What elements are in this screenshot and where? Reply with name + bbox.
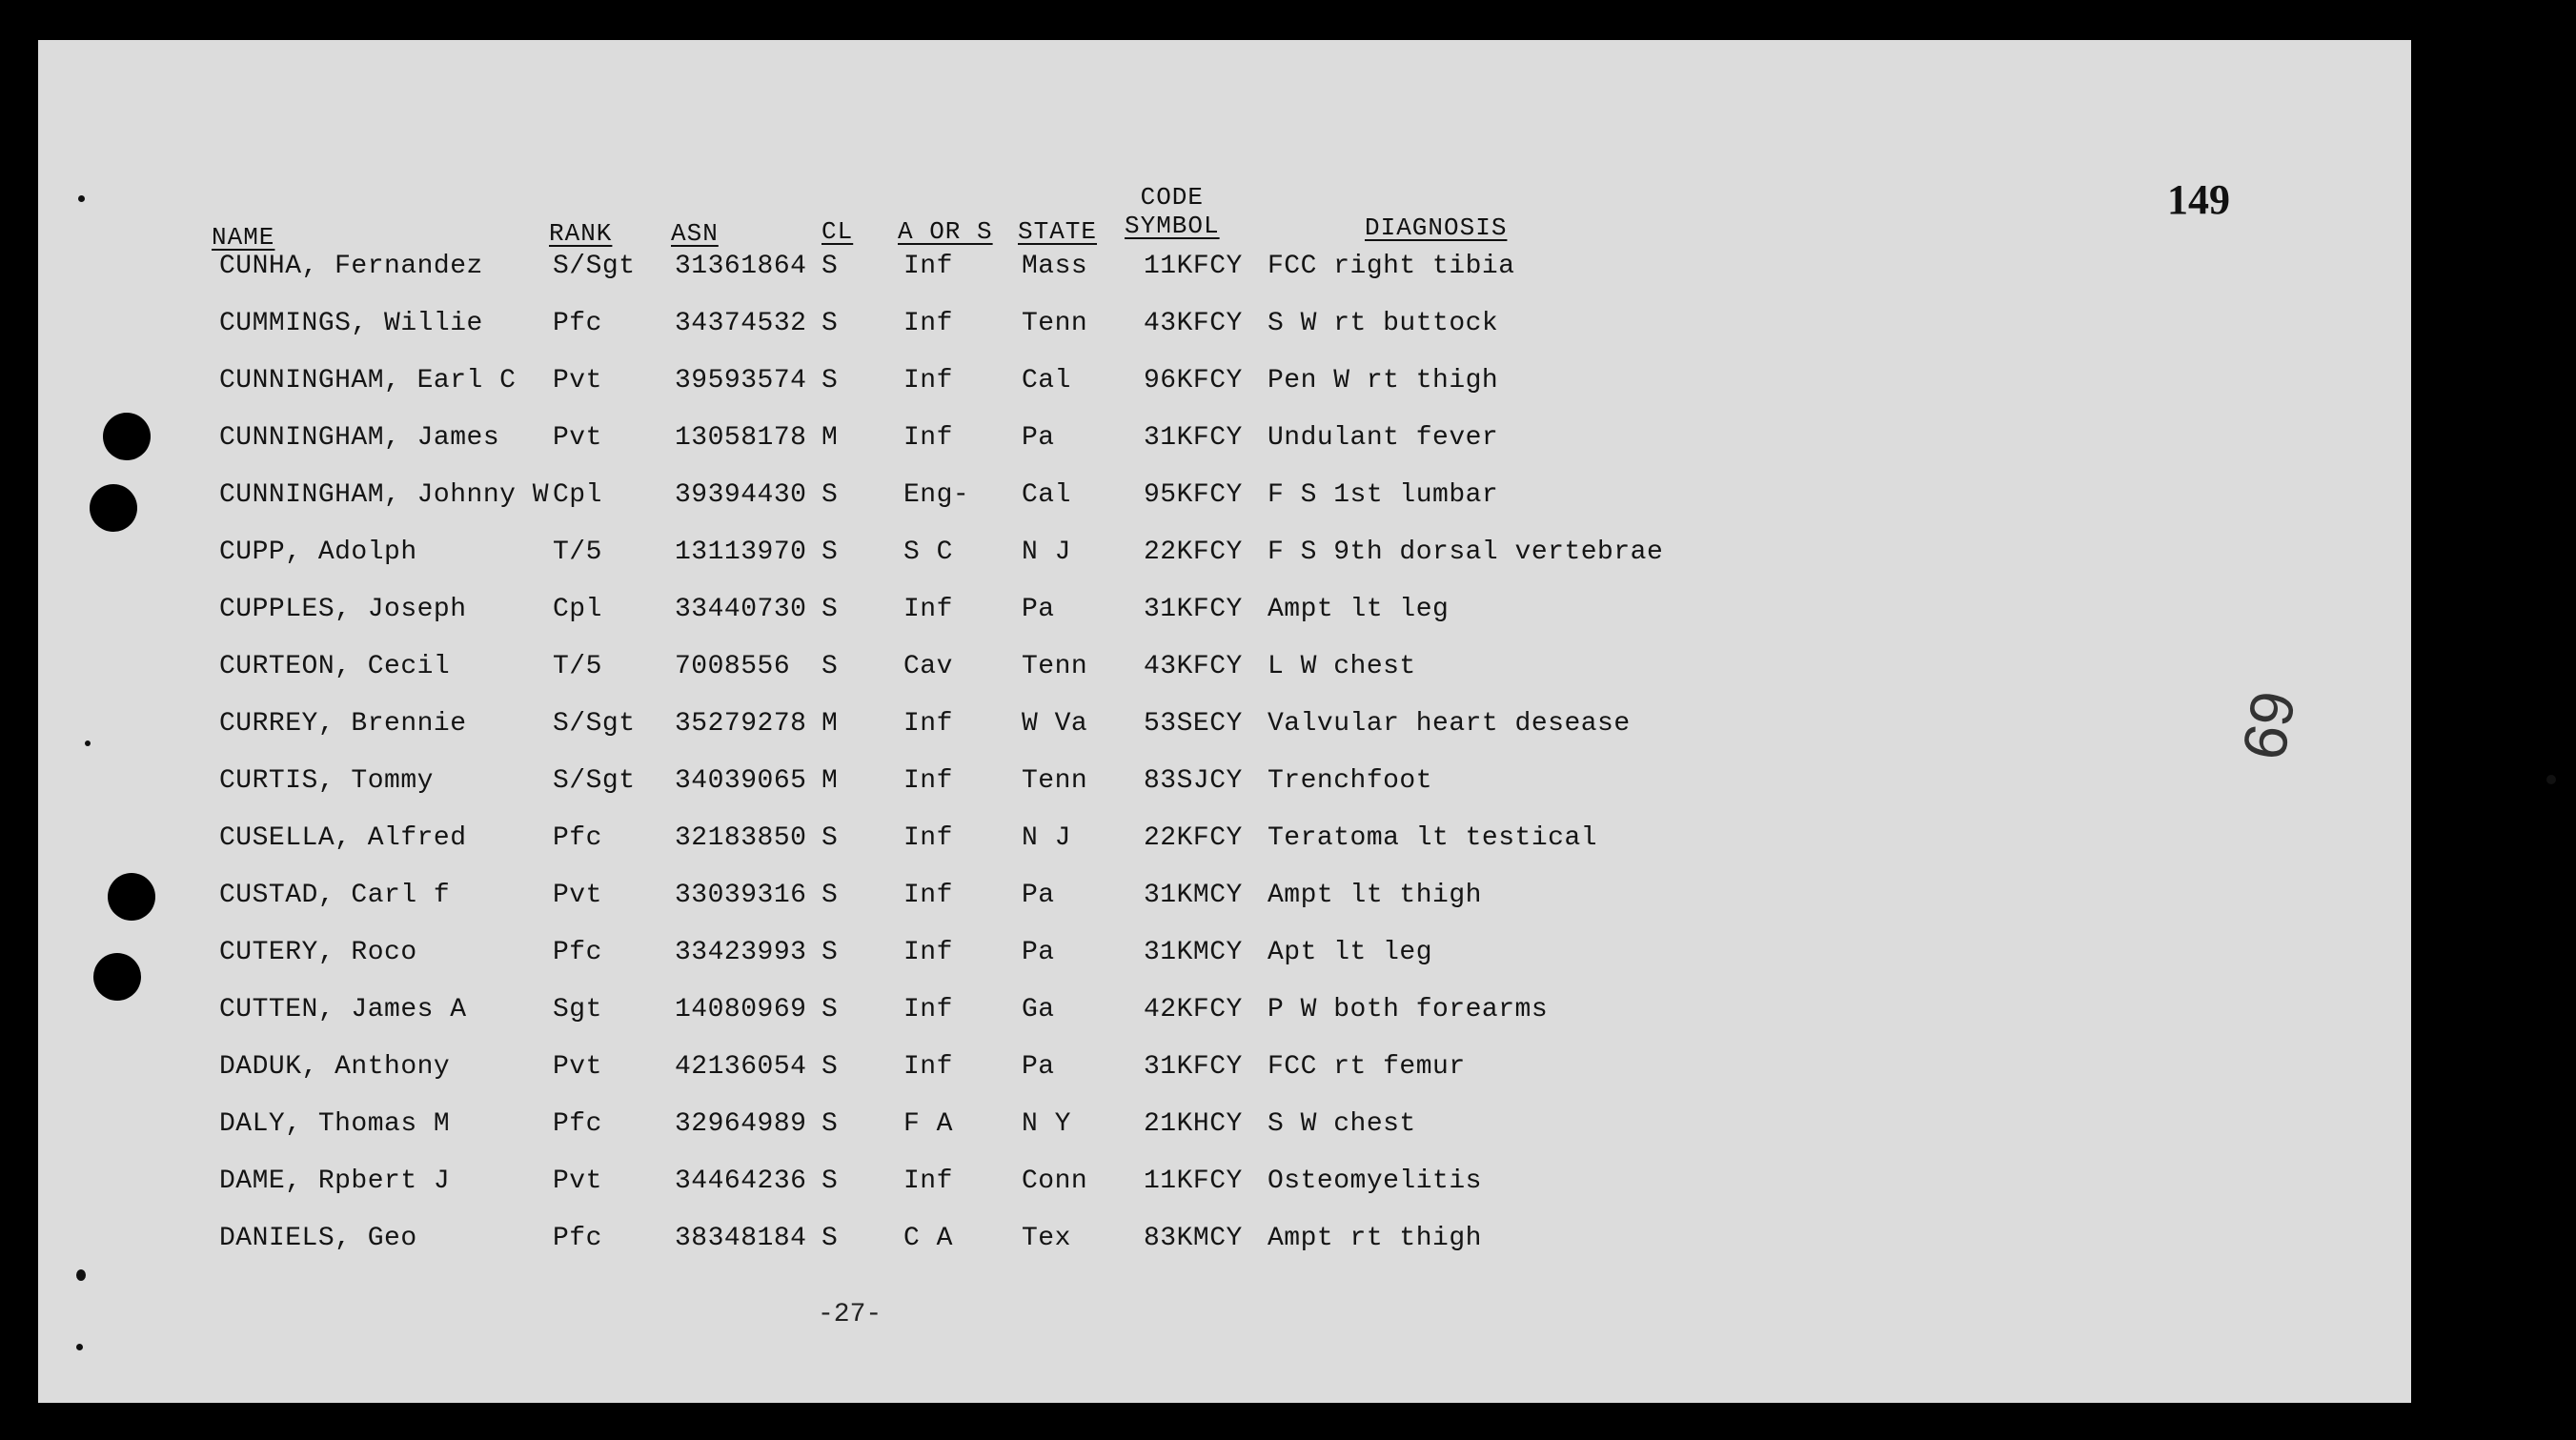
table-row (38, 881, 2411, 919)
cell-name: CURTEON, Cecil (219, 652, 451, 681)
header-rank: RANK (549, 219, 613, 248)
cell-cl: S (821, 595, 839, 624)
cell-a-or-s: C A (903, 1224, 953, 1253)
cell-cl: S (821, 995, 839, 1024)
cell-code: 11KFCY (1144, 1166, 1243, 1196)
cell-name: DADUK, Anthony (219, 1052, 451, 1082)
cell-diagnosis: Teratoma lt testical (1268, 823, 1598, 853)
cell-a-or-s: Inf (903, 252, 953, 281)
header-cl: CL (821, 217, 854, 246)
table-row (38, 1166, 2411, 1205)
page-footer: -27- (818, 1300, 882, 1329)
cell-name: CURREY, Brennie (219, 709, 467, 739)
cell-state: Ga (1022, 995, 1055, 1024)
margin-note: 69 (2228, 685, 2309, 765)
cell-asn: 34039065 (675, 766, 807, 796)
punch-hole (108, 873, 155, 921)
cell-name: CUNNINGHAM, Earl C (219, 366, 517, 395)
cell-code: 31KFCY (1144, 1052, 1243, 1082)
cell-cl: S (821, 366, 839, 395)
cell-a-or-s: S C (903, 537, 953, 567)
cell-a-or-s: Inf (903, 766, 953, 796)
cell-a-or-s: Inf (903, 881, 953, 910)
cell-asn: 32183850 (675, 823, 807, 853)
cell-diagnosis: Ampt lt leg (1268, 595, 1450, 624)
cell-name: DALY, Thomas M (219, 1109, 451, 1139)
cell-diagnosis: Apt lt leg (1268, 938, 1433, 967)
cell-code: 83KMCY (1144, 1224, 1243, 1253)
cell-state: Mass (1022, 252, 1088, 281)
cell-cl: S (821, 537, 839, 567)
cell-asn: 35279278 (675, 709, 807, 739)
cell-diagnosis: S W chest (1268, 1109, 1416, 1139)
cell-diagnosis: Trenchfoot (1268, 766, 1433, 796)
cell-name: CUNNINGHAM, James (219, 423, 500, 453)
cell-cl: S (821, 938, 839, 967)
cell-diagnosis: L W chest (1268, 652, 1416, 681)
cell-state: Pa (1022, 1052, 1055, 1082)
punch-hole (93, 953, 141, 1001)
cell-rank: Pfc (553, 823, 602, 853)
cell-asn: 39394430 (675, 480, 807, 510)
cell-a-or-s: Inf (903, 995, 953, 1024)
table-row (38, 1052, 2411, 1090)
page-number: 149 (2167, 176, 2230, 223)
cell-code: 22KFCY (1144, 823, 1243, 853)
table-row (38, 423, 2411, 461)
cell-a-or-s: Inf (903, 1052, 953, 1082)
cell-diagnosis: Ampt rt thigh (1268, 1224, 1482, 1253)
cell-rank: Pvt (553, 1166, 602, 1196)
header-asn: ASN (671, 219, 719, 248)
table-row (38, 766, 2411, 804)
cell-diagnosis: Valvular heart desease (1268, 709, 1631, 739)
cell-a-or-s: Inf (903, 595, 953, 624)
cell-rank: Pfc (553, 1224, 602, 1253)
header-diagnosis: DIAGNOSIS (1365, 213, 1508, 242)
cell-code: 31KFCY (1144, 595, 1243, 624)
table-row (38, 480, 2411, 518)
cell-name: CUTERY, Roco (219, 938, 417, 967)
cell-state: N J (1022, 537, 1071, 567)
cell-a-or-s: Inf (903, 823, 953, 853)
cell-code: 95KFCY (1144, 480, 1243, 510)
header-code-bottom: SYMBOL (1125, 212, 1220, 240)
cell-asn: 31361864 (675, 252, 807, 281)
cell-state: Tenn (1022, 652, 1088, 681)
cell-cl: S (821, 1052, 839, 1082)
cell-cl: S (821, 1109, 839, 1139)
table-row (38, 366, 2411, 404)
cell-code: 22KFCY (1144, 537, 1243, 567)
table-row (38, 709, 2411, 747)
cell-a-or-s: Cav (903, 652, 953, 681)
cell-rank: Pvt (553, 881, 602, 910)
cell-code: 53SECY (1144, 709, 1243, 739)
cell-diagnosis: Osteomyelitis (1268, 1166, 1482, 1196)
cell-rank: Pfc (553, 309, 602, 338)
cell-asn: 13058178 (675, 423, 807, 453)
cell-a-or-s: Inf (903, 709, 953, 739)
cell-diagnosis: F S 1st lumbar (1268, 480, 1499, 510)
cell-state: Cal (1022, 480, 1071, 510)
cell-name: CUTTEN, James A (219, 995, 467, 1024)
cell-state: Tex (1022, 1224, 1071, 1253)
cell-name: CURTIS, Tommy (219, 766, 434, 796)
table-row (38, 309, 2411, 347)
table-row (38, 1224, 2411, 1262)
table-row (38, 938, 2411, 976)
table-row (38, 652, 2411, 690)
table-row (38, 595, 2411, 633)
table-row (38, 995, 2411, 1033)
speck (78, 195, 85, 202)
cell-asn: 33039316 (675, 881, 807, 910)
speck (85, 740, 91, 746)
cell-code: 43KFCY (1144, 309, 1243, 338)
cell-state: Tenn (1022, 766, 1088, 796)
cell-asn: 33423993 (675, 938, 807, 967)
cell-a-or-s: Inf (903, 1166, 953, 1196)
cell-name: CUPPLES, Joseph (219, 595, 467, 624)
cell-asn: 34464236 (675, 1166, 807, 1196)
cell-asn: 39593574 (675, 366, 807, 395)
header-code-symbol (1125, 183, 1220, 240)
cell-rank: T/5 (553, 652, 602, 681)
cell-diagnosis: Undulant fever (1268, 423, 1499, 453)
cell-diagnosis: Pen W rt thigh (1268, 366, 1499, 395)
cell-asn: 7008556 (675, 652, 791, 681)
table-row (38, 823, 2411, 862)
cell-rank: Pvt (553, 1052, 602, 1082)
cell-rank: Pvt (553, 423, 602, 453)
cell-state: Pa (1022, 595, 1055, 624)
cell-rank: Pfc (553, 1109, 602, 1139)
cell-rank: S/Sgt (553, 252, 636, 281)
cell-asn: 38348184 (675, 1224, 807, 1253)
cell-rank: S/Sgt (553, 766, 636, 796)
punch-hole (103, 413, 151, 460)
cell-cl: S (821, 823, 839, 853)
cell-cl: M (821, 423, 839, 453)
cell-a-or-s: F A (903, 1109, 953, 1139)
cell-asn: 13113970 (675, 537, 807, 567)
cell-state: Pa (1022, 423, 1055, 453)
cell-name: CUMMINGS, Willie (219, 309, 483, 338)
cell-name: DANIELS, Geo (219, 1224, 417, 1253)
cell-diagnosis: FCC right tibia (1268, 252, 1515, 281)
cell-name: CUSELLA, Alfred (219, 823, 467, 853)
cell-a-or-s: Inf (903, 309, 953, 338)
cell-name: CUNNINGHAM, Johnny W (219, 480, 550, 510)
cell-state: W Va (1022, 709, 1088, 739)
cell-asn: 14080969 (675, 995, 807, 1024)
speck (76, 1269, 86, 1281)
speck (2546, 775, 2556, 784)
cell-asn: 32964989 (675, 1109, 807, 1139)
cell-a-or-s: Inf (903, 938, 953, 967)
cell-name: CUSTAD, Carl f (219, 881, 451, 910)
cell-name: DAME, Rpbert J (219, 1166, 451, 1196)
cell-a-or-s: Inf (903, 366, 953, 395)
cell-state: N Y (1022, 1109, 1071, 1139)
cell-code: 43KFCY (1144, 652, 1243, 681)
cell-rank: Cpl (553, 595, 602, 624)
cell-state: Pa (1022, 938, 1055, 967)
cell-state: Tenn (1022, 309, 1088, 338)
cell-cl: M (821, 766, 839, 796)
table-row (38, 252, 2411, 290)
cell-rank: Sgt (553, 995, 602, 1024)
cell-asn: 42136054 (675, 1052, 807, 1082)
cell-cl: S (821, 1224, 839, 1253)
cell-code: 21KHCY (1144, 1109, 1243, 1139)
cell-code: 96KFCY (1144, 366, 1243, 395)
cell-cl: S (821, 480, 839, 510)
cell-diagnosis: Ampt lt thigh (1268, 881, 1482, 910)
table-row (38, 537, 2411, 576)
cell-diagnosis: P W both forearms (1268, 995, 1549, 1024)
cell-state: Conn (1022, 1166, 1088, 1196)
cell-cl: M (821, 709, 839, 739)
cell-state: Pa (1022, 881, 1055, 910)
header-a-or-s: A OR S (898, 217, 993, 246)
cell-code: 42KFCY (1144, 995, 1243, 1024)
cell-rank: Cpl (553, 480, 602, 510)
header-state: STATE (1018, 217, 1098, 246)
cell-code: 11KFCY (1144, 252, 1243, 281)
cell-rank: S/Sgt (553, 709, 636, 739)
cell-code: 31KFCY (1144, 423, 1243, 453)
cell-cl: S (821, 881, 839, 910)
cell-rank: T/5 (553, 537, 602, 567)
cell-state: N J (1022, 823, 1071, 853)
header-name: NAME (212, 223, 275, 252)
table-row (38, 1109, 2411, 1147)
cell-code: 31KMCY (1144, 881, 1243, 910)
cell-code: 31KMCY (1144, 938, 1243, 967)
cell-cl: S (821, 1166, 839, 1196)
cell-diagnosis: FCC rt femur (1268, 1052, 1466, 1082)
cell-a-or-s: Eng- (903, 480, 970, 510)
speck (76, 1344, 83, 1350)
cell-cl: S (821, 252, 839, 281)
cell-rank: Pvt (553, 366, 602, 395)
header-code-top: CODE (1140, 183, 1205, 212)
cell-asn: 33440730 (675, 595, 807, 624)
cell-rank: Pfc (553, 938, 602, 967)
punch-hole (90, 484, 137, 532)
cell-cl: S (821, 309, 839, 338)
cell-cl: S (821, 652, 839, 681)
cell-name: CUNHA, Fernandez (219, 252, 483, 281)
cell-diagnosis: S W rt buttock (1268, 309, 1499, 338)
cell-name: CUPP, Adolph (219, 537, 417, 567)
cell-a-or-s: Inf (903, 423, 953, 453)
cell-code: 83SJCY (1144, 766, 1243, 796)
cell-state: Cal (1022, 366, 1071, 395)
cell-asn: 34374532 (675, 309, 807, 338)
document-sheet (38, 40, 2411, 1403)
cell-diagnosis: F S 9th dorsal vertebrae (1268, 537, 1664, 567)
